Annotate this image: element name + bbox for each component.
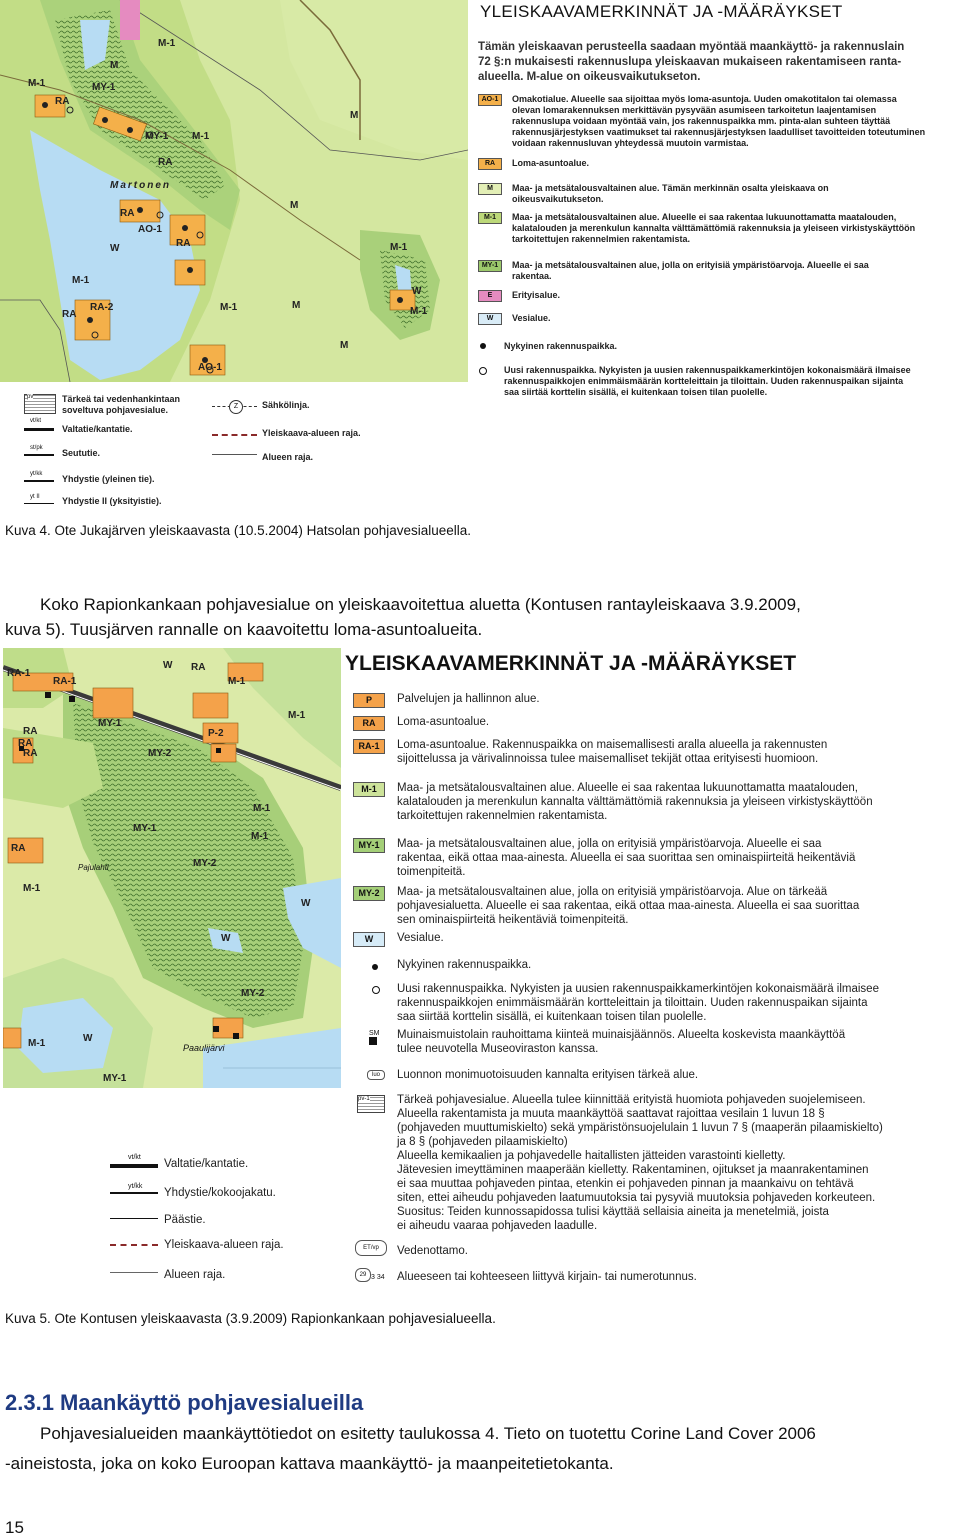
legend-item-line: sijoittelussa ja värivalinnoissa tulee maisemalliset tekijät ottaa erityisesti huomioon. [397, 753, 819, 765]
map2-label: M-1 [288, 710, 306, 721]
figure1-legend [468, 0, 960, 410]
map1-label: M [350, 110, 359, 121]
groundwater-line: Jätevesien imeyttäminen maaperään kielletty. Rakentaminen, ojitukset ja maanrakentaminen [397, 1164, 869, 1176]
legend-color-box: M-1 [478, 212, 502, 224]
map1-label: M [292, 300, 301, 311]
legend-line: soveltuva pohjavesialue. [62, 405, 169, 415]
plan-boundary-text: Yleiskaava-alueen raja. [262, 428, 361, 438]
legend-item-line: Maa- ja metsätalousvaltainen alue. Alueelle ei saa rakentaa lukuunottamatta maatalouden, [512, 212, 897, 222]
map1-label: M [290, 200, 299, 211]
new-building-symbol [372, 986, 380, 994]
legend-color-box: MY-2 [353, 886, 385, 901]
groundwater-tag: pv-1 [358, 1096, 370, 1102]
nature-text: Luonnon monimuotoisuuden kannalta erityisen tärkeä alue. [397, 1069, 699, 1081]
legend-item-line: kalatalouden ja merenkulun kannalta välttämättömiä rakennuksia ja yleiseen virkistyskäyttöön [512, 223, 916, 233]
new-building-line: rakennuspaikkojen enimmäismäärän kortteleittain ja tiloittain. Uuden rakennuspaikan sijainta [504, 376, 904, 386]
plan-boundary-symbol [110, 1244, 158, 1246]
heritage-line: tulee neuvotella Museoviraston kanssa. [397, 1043, 599, 1055]
legend-item-line: rakennusjärjestyksen vaatimukset tai rakennusjärjestyksen laadulliset tavoitteiden toteutuminen [512, 127, 926, 137]
heritage-tag: SM [369, 1030, 380, 1037]
map1-label: M-1 [192, 131, 210, 142]
legend-item-line: voidaan rakennusluvan yhteydessä muutoin varmistaa. [512, 138, 749, 148]
groundwater-line: ei saa muuttaa pohjaveden pintaa, etenkin ei pohjaveden pinnan ja maankaivu on tehtävä [397, 1178, 854, 1190]
map1-label: M-1 [158, 38, 176, 49]
paragraph-line: kuva 5). Tuusjärven rannalle on kaavoitettu loma-asuntoalueita. [5, 620, 483, 639]
map2-label: MY-1 [133, 823, 157, 834]
legend-item-line: tarkoitettujen rakennelmien rakentamista. [512, 234, 691, 244]
map1-label: M-1 [220, 302, 238, 313]
legend-item-text [397, 715, 489, 729]
intro-line: alueella. M-alue on oikeusvaikutukseton. [478, 71, 701, 83]
map1-label: RA-2 [90, 302, 114, 313]
map2-label: P-2 [208, 728, 224, 739]
id-code-symbol: 29 [355, 1268, 371, 1282]
legend-item-text [397, 931, 444, 945]
paastie-symbol [110, 1218, 158, 1219]
map2-label: W [83, 1033, 93, 1044]
groundwater-line: ja 8 § (pohjaveden pilaamiskielto) [397, 1136, 568, 1148]
legend-item-line: sen ominaispiirteitä heikentäviä toimenpiteitä. [397, 914, 629, 926]
yhdystie-symbol [110, 1192, 158, 1194]
area-boundary-text: Alueen raja. [262, 452, 314, 462]
legend-color-box: W [353, 932, 385, 947]
new-building-text [397, 982, 879, 1024]
figure2-map [3, 648, 341, 1088]
groundwater-line: (pohjaveden muuttumiskielto) sekä ympäristönsuojelulain 1 luvun 7 § (maaperän pilaamiskielto) [397, 1122, 883, 1134]
valtatie-text: Valtatie/kantatie. [164, 1158, 249, 1170]
yhdystie-tag: yt/kk [30, 471, 43, 477]
map1-label: RA [55, 96, 70, 107]
existing-building-symbol [480, 343, 486, 349]
map1-label: RA [120, 208, 135, 219]
seututie-text: Seututie. [62, 448, 101, 458]
legend-item-line: Maa- ja metsätalousvaltainen alue. Alueelle ei saa rakentaa lukuunottamatta maatalouden, [397, 782, 858, 794]
legend-item-line: Maa- ja metsätalousvaltainen alue, jolla on erityisiä ympäristöarvoja. Alue on tärkeää [397, 886, 828, 898]
new-building-line: saa siirtää korttelin sisällä, ei kuitenkaan toisen tilan puolelle. [397, 1011, 707, 1023]
map2-label: W [221, 933, 231, 944]
legend-item-text [512, 158, 589, 169]
legend-item-text [512, 313, 551, 324]
legend-item-line: Maa- ja metsätalousvaltainen alue, jolla on erityisiä ympäristöarvoja. Alueelle ei saa [512, 260, 869, 270]
groundwater-line: ei aiheudu vaaraa pohjaveden laadulle. [397, 1220, 598, 1232]
legend-color-box: MY-1 [353, 838, 385, 853]
valtatie-tag: vt/kt [128, 1154, 141, 1161]
legend-color-box: RA [478, 158, 502, 170]
area-boundary-symbol [212, 454, 257, 455]
figure1-caption: Kuva 4. Ote Jukajärven yleiskaavasta (10.5.2004) Hatsolan pohjavesialueella. [5, 523, 472, 538]
legend-item-line: Vesialue. [512, 313, 551, 323]
yhdystie2-text: Yhdystie II (yksityistie). [62, 496, 162, 506]
legend-item-line: pohjavesialuetta. Alueelle ei saa rakentaa, eikä ottaa maa-ainesta. Alueella ei saa suorittaa [397, 900, 860, 912]
legend-item-text [397, 692, 540, 706]
yhdystie2-symbol [24, 503, 54, 504]
map1-label: M-1 [410, 306, 428, 317]
legend-color-box: W [478, 313, 502, 325]
groundwater-line: Alueella rakentamista ja muuta maankäyttöä saattavat rajoittaa vesilain 1 luvun 18 § [397, 1108, 825, 1120]
groundwater-tag: pv [27, 394, 34, 400]
figure1-legend-title: YLEISKAAVAMERKINNÄT JA -MÄÄRÄYKSET [480, 2, 843, 21]
legend-item-text [512, 212, 915, 245]
map1-label: M [340, 340, 349, 351]
yhdystie-text: Yhdystie/kokoojakatu. [164, 1187, 276, 1199]
map2-label: MY-1 [103, 1073, 127, 1084]
map2-label: MY-1 [98, 718, 122, 729]
valtatie-symbol [110, 1164, 158, 1168]
paastie-text: Päästie. [164, 1214, 206, 1226]
groundwater-text [397, 1093, 883, 1233]
figure2-line-legend [100, 1090, 350, 1280]
legend-item-line: olevan lomarakennuksen merkittävän pysyvään asumiseen tarkoitetun laajentamisen [512, 105, 877, 115]
map2-label: MY-2 [148, 748, 172, 759]
figure2-legend [341, 648, 960, 1288]
yhdystie-text: Yhdystie (yleinen tie). [62, 474, 155, 484]
water-intake-text: Vedenottamo. [397, 1245, 468, 1257]
new-building-line: Uusi rakennuspaikka. Nykyisten ja uusien rakennuspaikkamerkintöjen kokonaismäärä ilmaisee [504, 365, 911, 375]
new-building-text [504, 365, 911, 398]
legend-item-text [512, 183, 829, 205]
intro-line: 72 §:n mukaisesti rakennuslupa yleiskaavan mukaiseen rakentamiseen ranta- [478, 56, 902, 68]
map1-label: RA [62, 309, 77, 320]
map2-label: RA-1 [53, 676, 77, 687]
area-boundary-text: Alueen raja. [164, 1269, 226, 1281]
id-code-text: Alueeseen tai kohteeseen liittyvä kirjain- tai numerotunnus. [397, 1271, 697, 1283]
heritage-text [397, 1028, 845, 1056]
map1-label: M [110, 60, 119, 71]
existing-building-text: Nykyinen rakennuspaikka. [397, 959, 532, 971]
legend-item-line: rakentaa. [512, 271, 552, 281]
legend-item-line: kalatalouden ja merenkulun kannalta välttämättömiä rakennuksia ja yleiseen virkistyskäyttöön [397, 796, 873, 808]
map2-label: M-1 [253, 803, 271, 814]
legend-item-text [397, 781, 873, 823]
new-building-symbol [479, 367, 487, 375]
map1-label: MY-1 [145, 131, 169, 142]
legend-item-line: oikeusvaikutukseton. [512, 194, 604, 204]
map2-label: W [301, 898, 311, 909]
paragraph-line: Koko Rapionkankaan pohjavesialue on yleiskaavoitettua aluetta (Kontusen rantayleiskaava 3.9.2009, [40, 595, 801, 614]
map2-place-name: Paaulijärvi [183, 1043, 225, 1053]
legend-item-line: tarkoitettujen rakennelmien rakentamista. [397, 810, 608, 822]
legend-item-line: toimenpiteitä. [397, 866, 466, 878]
map2-label: RA [11, 843, 26, 854]
seututie-tag: st/pk [30, 445, 43, 451]
page-number: 15 [5, 1518, 24, 1537]
legend-item-line: Erityisalue. [512, 290, 561, 300]
legend-item-line: rakennuslupa voidaan myöntää vain, jos rakennuspaikka mm. pinta-alan suhteen täyttää [512, 116, 891, 126]
legend-color-box: E [478, 290, 502, 302]
legend-color-box: RA [353, 716, 385, 731]
legend-item-line: Omakotialue. Alueelle saa sijoittaa myös loma-asuntoja. Uuden omakotitalon tai olemassa [512, 94, 897, 104]
map1-label: W [412, 286, 422, 297]
map2-label: RA-1 [7, 668, 31, 679]
map1-label: AO-1 [138, 224, 162, 235]
legend-line: Tärkeä tai vedenhankintaan [62, 394, 181, 404]
plan-boundary-symbol [212, 434, 257, 436]
legend-item-text [397, 885, 859, 927]
map1-place-name: Martonen [110, 180, 171, 191]
legend-item-line: Palvelujen ja hallinnon alue. [397, 693, 540, 705]
new-building-line: saa siirtää korttelin sisällä, ei kuitenkaan toisen tilan puolelle. [504, 387, 768, 397]
new-building-line: Uusi rakennuspaikka. Nykyisten ja uusien rakennuspaikkamerkintöjen kokonaismäärä ilmaisee [397, 983, 879, 995]
legend-color-box: AO-1 [478, 94, 502, 106]
figure1-map-drawing [0, 0, 468, 382]
legend-color-box: M [478, 183, 502, 195]
water-intake-symbol: ET/vp [355, 1240, 387, 1256]
heritage-symbol [369, 1030, 381, 1042]
legend-item-line: Maa- ja metsätalousvaltainen alue. Tämän merkinnän osalta yleiskaava on [512, 183, 829, 193]
legend-item-line: Vesialue. [397, 932, 444, 944]
legend-item-text [397, 738, 827, 766]
legend-item-line: Loma-asuntoalue. [512, 158, 590, 168]
groundwater-line: siten, ettei aiheudu pohjaveden laatumuutoksia tai pysyviä muutoksia pohjaveden korkeuteen. [397, 1192, 876, 1204]
yhdystie-tag: yt/kk [128, 1183, 143, 1190]
figure1-line-legend [0, 382, 500, 512]
map2-label: M-1 [251, 831, 269, 842]
legend-item-text [397, 837, 855, 879]
map2-label: M-1 [228, 676, 246, 687]
existing-building-symbol [372, 964, 378, 970]
map1-label: M-1 [390, 242, 408, 253]
legend-item-line: Loma-asuntoalue. Rakennuspaikka on maisemallisesti aralla alueella ja rakennusten [397, 739, 828, 751]
valtatie-tag: vt/kt [30, 418, 42, 424]
map1-label: MY-1 [92, 82, 116, 93]
map2-label: MY-2 [241, 988, 265, 999]
map1-label: RA [176, 238, 191, 249]
power-line-text: Sähkölinja. [262, 400, 310, 410]
existing-building-text: Nykyinen rakennuspaikka. [504, 341, 618, 351]
power-line-tag: Z [229, 400, 243, 414]
map2-place-name: Pajulahti [78, 863, 109, 872]
legend-color-box: MY-1 [478, 260, 502, 272]
legend-item-line: Maa- ja metsätalousvaltainen alue, jolla on erityisiä ympäristöarvoja. Alueelle ei saa [397, 838, 822, 850]
map2-label: RA [18, 738, 33, 749]
nature-tag: luo [367, 1070, 385, 1080]
map2-label: MY-2 [193, 858, 217, 869]
map2-label: RA [23, 726, 38, 737]
legend-item-text [512, 94, 925, 149]
groundwater-symbol [357, 1095, 385, 1113]
map1-label: M-1 [28, 78, 46, 89]
map2-label: M-1 [23, 883, 41, 894]
figure1-map [0, 0, 468, 382]
map1-label: M-1 [72, 275, 90, 286]
new-building-line: rakennuspaikkojen enimmäismäärän kortteleittain ja tiloittain. Uuden rakennuspaikan sijainta [397, 997, 868, 1009]
legend-item-line: rakentaa, eikä ottaa maa-ainesta. Alueella ei saa suorittaa sen ominaispiirteitä heikentäviä [397, 852, 856, 864]
yhdystie-symbol [24, 480, 54, 482]
map1-label: W [110, 243, 120, 254]
map1-label: AO-1 [198, 362, 222, 373]
groundwater-text [62, 394, 180, 416]
id-code-sub: 3 34 [371, 1274, 385, 1281]
legend-item-line: Loma-asuntoalue. [397, 716, 490, 728]
map2-label: RA [23, 748, 38, 759]
map1-label: RA [158, 157, 173, 168]
groundwater-line: Alueella kemikaalien ja pohjavedelle haitallisten jätteiden varastointi kielletty. [397, 1150, 786, 1162]
map2-label: W [163, 660, 173, 671]
area-boundary-symbol [110, 1272, 158, 1273]
figure2-caption: Kuva 5. Ote Kontusen yleiskaavasta (3.9.2009) Rapionkankaan pohjavesialueella. [5, 1311, 496, 1326]
groundwater-symbol [24, 394, 56, 414]
section-text-line: Pohjavesialueiden maankäyttötiedot on esitetty taulukossa 4. Tieto on tuotettu Corine Land Cover 2006 [40, 1424, 816, 1443]
seututie-symbol [24, 454, 54, 456]
section-text-line: -aineistosta, joka on koko Euroopan kattava maankäyttö- ja maanpeitetietokanta. [5, 1454, 614, 1473]
groundwater-line: Tärkeä pohjavesialue. Alueella tulee kiinnittää erityistä huomiota pohjaveden suojelemiseen. [397, 1094, 866, 1106]
plan-boundary-text: Yleiskaava-alueen raja. [164, 1239, 284, 1251]
legend-color-box: RA-1 [353, 739, 385, 754]
groundwater-line: Suositus: Teiden kunnossapidossa tulisi käyttää sellaisia aineita ja menetelmiä, joista [397, 1206, 829, 1218]
figure2-legend-title: YLEISKAAVAMERKINNÄT JA -MÄÄRÄYKSET [345, 652, 797, 675]
legend-color-box: M-1 [353, 782, 385, 797]
map2-label: M-1 [28, 1038, 46, 1049]
map2-label: RA [191, 662, 206, 673]
legend-color-box: P [353, 693, 385, 708]
valtatie-symbol [24, 428, 54, 431]
legend-item-text [512, 290, 560, 301]
section-heading: 2.3.1 Maankäyttö pohjavesialueilla [5, 1390, 364, 1415]
heritage-line: Muinaismuistolain rauhoittama kiinteä muinaisjäännös. Alueelta koskevista maankäyttöä [397, 1029, 846, 1041]
intro-line: Tämän yleiskaavan perusteella saadaan myöntää maankäyttö- ja rakennuslain [478, 41, 905, 53]
valtatie-text: Valtatie/kantatie. [62, 424, 133, 434]
figure1-legend-intro [478, 40, 904, 85]
yhdystie2-tag: yt II [30, 494, 40, 500]
legend-item-text [512, 260, 869, 282]
